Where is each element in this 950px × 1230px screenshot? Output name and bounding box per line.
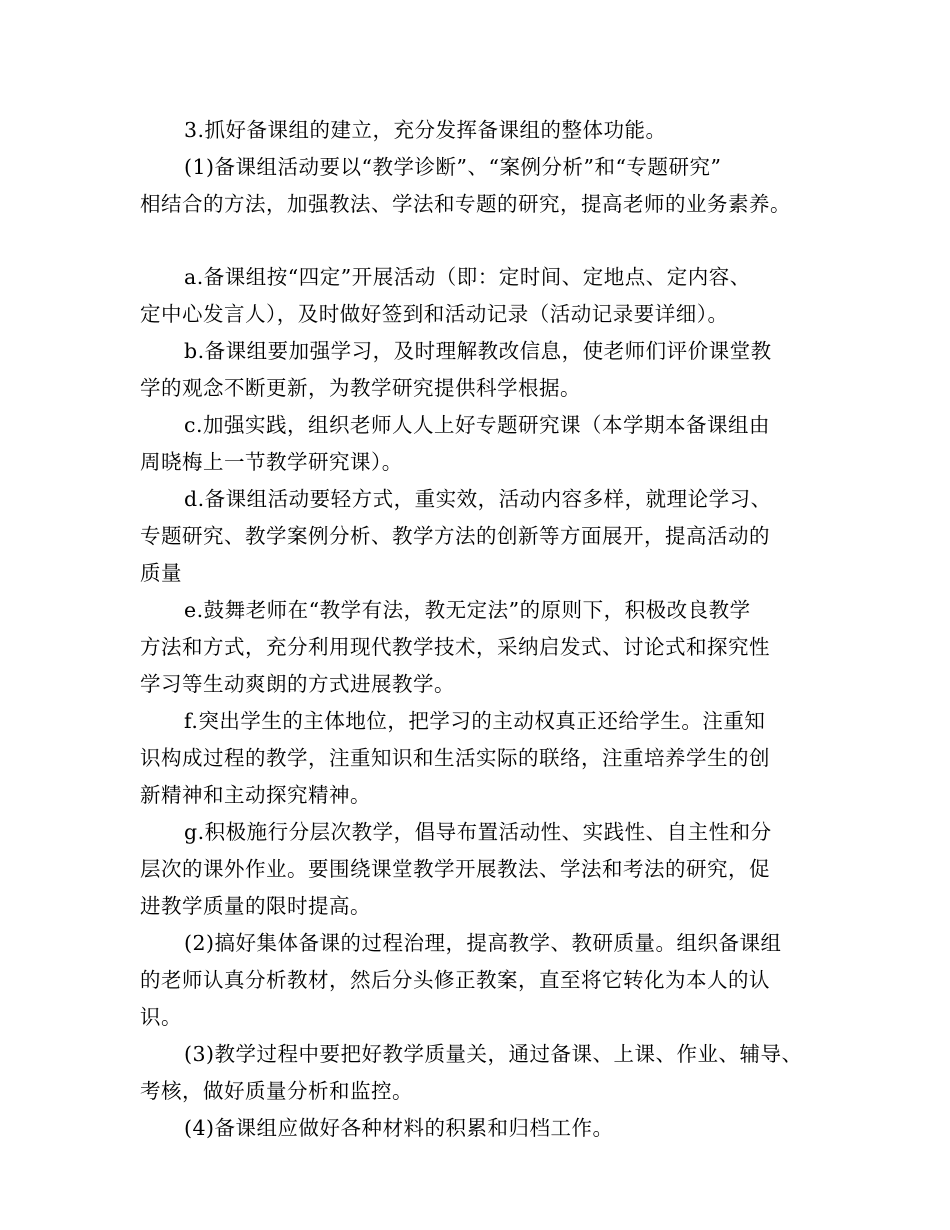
paragraph-item-g: g.积极施行分层次教学，倡导布置活动性、实践性、自主性和分 层次的课外作业。要围绕课堂教学开展教法、学法和考法的研究，促 进教学质量的限时提高。 xyxy=(140,820,772,918)
paragraph-item-a: a.备课组按“四定”开展活动（即：定时间、定地点、定内容、 定中心发言人），及时做好签到和活动记录（活动记录要详细）。 xyxy=(140,265,751,326)
paragraph-item-e: e.鼓舞老师在“教学有法，教无定法”的原则下，积极改良教学 方法和方式，充分利用现代教学技术，采纳启发式、讨论式和探究性 学习等生动爽朗的方式进展教学。 xyxy=(140,598,770,696)
paragraph-gap xyxy=(140,223,830,259)
paragraph-item-d: d.备课组活动要轻方式，重实效，活动内容多样，就理论学习、 专题研究、教学案例分析、教学方法的创新等方面展开，提高活动的 质量 xyxy=(140,487,772,585)
paragraph-item-c: c.加强实践，组织老师人人上好专题研究课（本学期本备课组由 周晓梅上一节教学研究课）。 xyxy=(140,413,770,474)
paragraph-item-2: (2)搞好集体备课的过程治理，提高教学、教研质量。组织备课组 的老师认真分析教材，然后分头修正教案，直至将它转化为本人的认 识。 xyxy=(140,931,782,1029)
paragraph-section-3: 3.抓好备课组的建立，充分发挥备课组的整体功能。 xyxy=(184,118,667,142)
paragraph-item-1: (1)备课组活动要以“教学诊断”、“案例分析”和“专题研究” 相结合的方法，加强教法、学法和专题的研究，提高老师的业务素养。 xyxy=(140,155,791,216)
document-body xyxy=(140,112,830,1147)
paragraph-item-3: (3)教学过程中要把好教学质量关，通过备课、上课、作业、辅导、 考核，做好质量分析和监控。 xyxy=(140,1042,803,1103)
paragraph-item-f: f.突出学生的主体地位，把学习的主动权真正还给学生。注重知 识构成过程的教学，注重知识和生活实际的联络，注重培养学生的创 新精神和主动探究精神。 xyxy=(140,709,770,807)
paragraph-item-b: b.备课组要加强学习，及时理解教改信息，使老师们评价课堂教 学的观念不断更新，为教学研究提供科学根据。 xyxy=(140,339,772,400)
paragraph-item-4: (4)备课组应做好各种材料的积累和归档工作。 xyxy=(184,1116,614,1140)
